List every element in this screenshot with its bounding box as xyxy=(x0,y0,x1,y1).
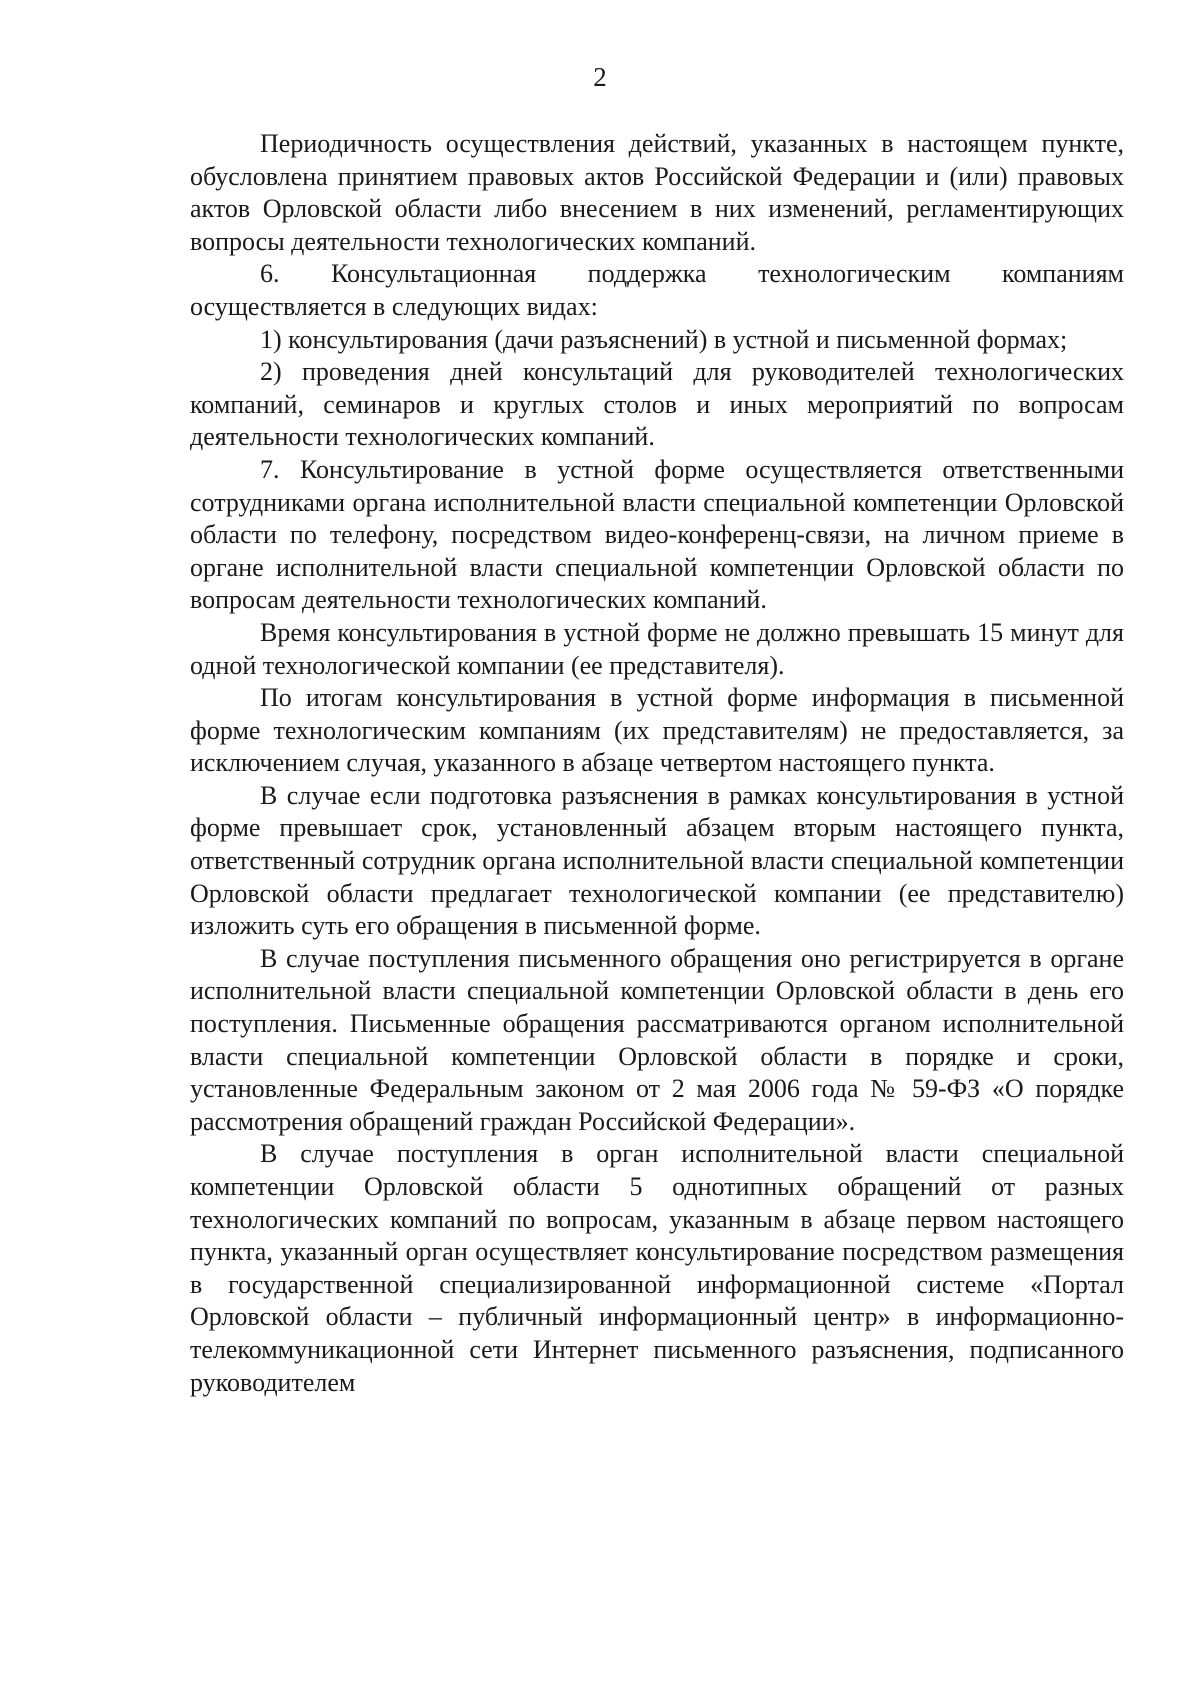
paragraph-periodicity: Периодичность осуществления действий, указанных в настоящем пункте, обусловлена принятием правовых актов Российской Федерации и (или) правовых актов Орловской области либо внесением в них изменений, регламентирующих вопросы деятельности технологических компаний. xyxy=(190,129,1124,256)
paragraph-subitem-2: 2) проведения дней консультаций для руководителей технологических компаний, семинаров и круглых столов и иных мероприятий по вопросам деятельности технологических компаний. xyxy=(190,357,1124,452)
page-number: 2 xyxy=(593,62,607,92)
paragraph-subitem-1: 1) консультирования (дачи разъяснений) в устной и письменной формах; xyxy=(260,324,1068,354)
paragraph-written-request: В случае если подготовка разъяснения в рамках консультирования в устной форме превышает срок, установленный абзацем вторым настоящего пункта, ответственный сотрудник органа исполнительной власти специальной компетенции Орловской области предлагает технологической компании (ее представителю) изложить суть его обращения в письменной форме. xyxy=(190,780,1124,941)
paragraph-written-info: По итогам консультирования в устной форме информация в письменной форме технологическим компаниям (их представителям) не предоставляется, за исключением случая, указанного в абзаце четвертом настоящего пункта. xyxy=(190,683,1124,778)
paragraph-consultation-time: Время консультирования в устной форме не должно превышать 15 минут для одной технологической компании (ее представителя). xyxy=(190,617,1124,680)
paragraph-registration: В случае поступления письменного обращения оно регистрируется в органе исполнительной власти специальной компетенции Орловской области в день его поступления. Письменные обращения рассматриваются органом исполнительной власти специальной компетенции Орловской области в порядке и сроки, установленные Федеральным законом от 2 мая 2006 года № 59-ФЗ «О порядке рассмотрения обращений граждан Российской Федерации». xyxy=(190,943,1124,1136)
paragraph-portal-publication: В случае поступления в орган исполнительной власти специальной компетенции Орловской области 5 однотипных обращений от разных технологических компаний по вопросам, указанным в абзаце первом настоящего пункта, указанный орган осуществляет консультирование посредством размещения в государственной специализированной информационной системе «Портал Орловской области – публичный информационный центр» в информационно-телекоммуникационной сети Интернет письменного разъяснения, подписанного руководителем xyxy=(190,1139,1124,1397)
paragraph-item-6: 6. Консультационная поддержка технологическим компаниям осуществляется в следующих видах: xyxy=(190,259,1124,321)
paragraph-item-7: 7. Консультирование в устной форме осуществляется ответственными сотрудниками органа исполнительной власти специальной компетенции Орловской области по телефону, посредством видео-конференц-связи, на личном приеме в органе исполнительной власти специальной компетенции Орловской области по вопросам деятельности технологических компаний. xyxy=(190,454,1124,615)
document-body xyxy=(190,128,1124,1399)
